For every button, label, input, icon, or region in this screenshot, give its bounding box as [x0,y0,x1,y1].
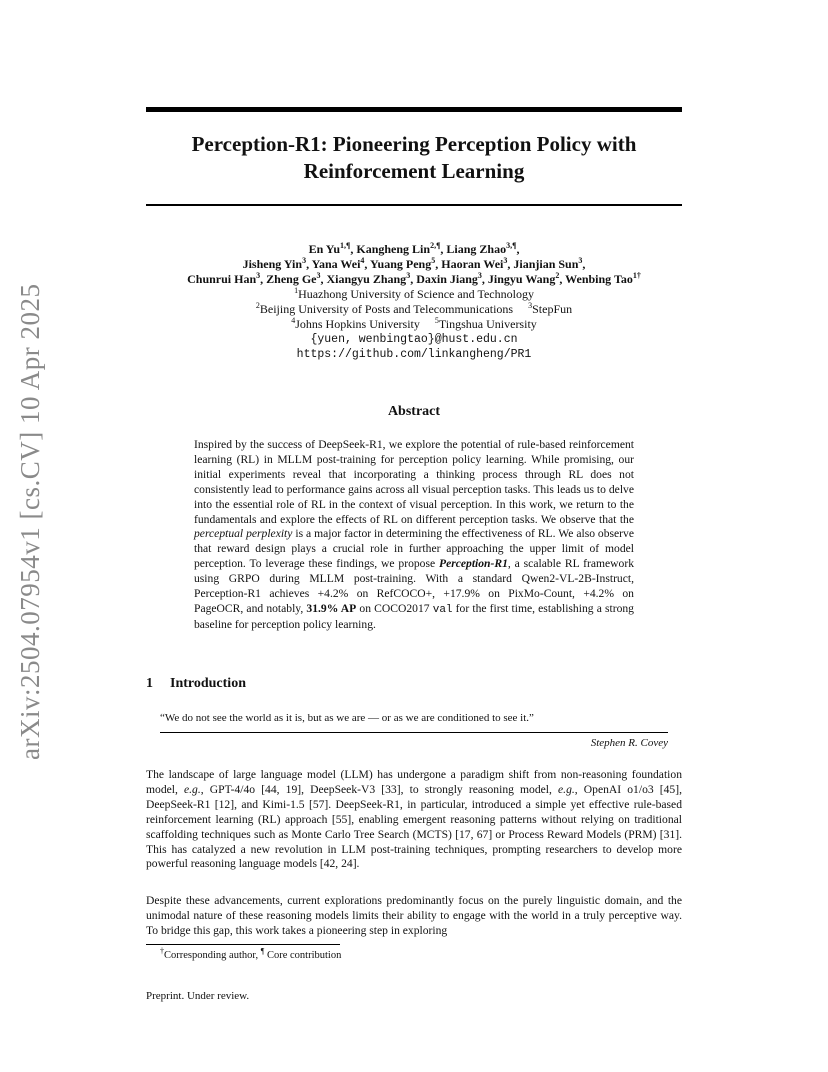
abstract-metric: 31.9% AP [306,601,357,615]
author-sup: 3 [503,256,508,265]
abstract-span: Inspired by the success of DeepSeek-R1, we explore the potential of rule-based reinforcement learning (RL) in MLLM post-training for perception policy learning. While promising, our initial experiments reveal that incorporating a thinking process through RL does not consistently lead to performance gains across all visual perception tasks. This leads us to delve into the essential role of RL in the context of visual perception. In this work, we return to the fundamentals and explore the effects of RL on different perception tasks. We observe that the [194,438,634,526]
affiliation-sup: 1 [294,286,299,295]
paper-title [146,131,682,185]
title-bottom-rule [146,204,682,206]
epigraph-author: Stephen R. Covey [590,737,668,749]
title-top-rule [146,107,682,112]
title-line-2: Reinforcement Learning [303,159,525,183]
body-emphasis: e.g. [184,782,201,796]
footnote-text: Corresponding author, [164,950,261,961]
author-sup: 3 [302,256,307,265]
author-name: Yana Wei [311,257,361,271]
abstract-heading: Abstract [387,404,441,419]
author-name: Yuang Peng [369,257,432,271]
abstract-emphasis: perceptual perplexity [194,527,293,541]
abstract-span: for the first time, establishing a strong baseline for perception policy learning. [194,601,634,631]
section-number: 1 [146,676,153,691]
author-sup: 3 [316,271,321,280]
intro-paragraph-2: Despite these advancements, current explorations predominantly focus on the purely linguistic domain, and the unimodal nature of these reasoning models limits their ability to engage with the world in a truly perceptive way. To bridge this gap, this work takes a pioneering step in exploring [146,894,682,937]
abstract-span: on PixMo-Count, [479,587,584,601]
author-name: Xiangyu Zhang [326,272,407,286]
abstract-metric: +4.2% [317,587,349,601]
affiliation-sup: 2 [255,301,260,310]
section-heading-introduction [146,676,246,692]
footnote [160,946,342,961]
abstract-span: on RefCOCO+, [348,587,444,601]
abstract-span: , a scalable RL framework using GRPO during MLLM post-training. With a standard Qwen2-VL-2B-Instruct, Perception-R1 achieves [194,557,634,601]
author-sup: 3,¶ [506,241,517,250]
author-name: Jisheng Yin [242,257,303,271]
affiliation-name: Beijing University of Posts and Telecommunications [259,302,514,316]
footnote-sup: ¶ [260,946,265,956]
author-sup: 5 [431,256,436,265]
author-sup: 3 [578,256,583,265]
author-sup: 1† [632,271,641,280]
author-name: Zheng Ge [266,272,317,286]
preprint-notice: Preprint. Under review. [146,990,250,1002]
arxiv-identifier: arXiv:2504.07954v1 [cs.CV] 10 Apr 2025 [15,283,45,760]
abstract-method-name: Perception-R1 [438,557,508,571]
author-name: Kangheng Lin [356,242,431,256]
project-url-link[interactable]: https://github.com/linkangheng/PR1 [296,348,532,361]
body-span: , GPT-4/4o [44, 19], DeepSeek-V3 [33], to strongly reasoning model, [200,782,559,796]
affiliation-line-3 [120,317,708,332]
affiliation-sup: 3 [528,301,533,310]
abstract-metric: +4.2% [583,587,615,601]
abstract-span: on COCO2017 [356,601,433,615]
abstract-span: on PageOCR, and notably, [194,587,634,615]
author-name: En Yu [308,242,341,256]
footnote-rule [146,944,340,945]
epigraph-rule [160,732,668,733]
affiliation-line-2 [120,302,708,317]
author-sup: 2 [555,271,560,280]
affiliation-name: Tingshua University [438,317,537,331]
author-line-2: Jisheng Yin$^3$, Yana Wei$^4$, Yuang Peng$^5$, Haoran Wei$^3$, Jianjian Sun$^3$, [242,256,586,271]
abstract-span: is a major factor in determining the effectiveness of RL. We also observe that reward design plays a crucial role in further approaching the upper limit of model perception. To leverage these findings, we propose [194,527,634,571]
affiliation-1 [120,287,708,302]
author-sup: 3 [406,271,411,280]
section-title: Introduction [170,676,246,691]
abstract-text [194,438,634,633]
footnote-sup: † [160,946,164,956]
title-line-1: Perception-R1: Pioneering Perception Policy with [191,132,637,156]
affiliation-name: Johns Hopkins University [295,317,420,331]
author-name: Jingyu Wang [487,272,556,286]
author-line-1: En $Yu^{1,\P}$, Kangheng Lin$^{2,\P}$, Liang Zhao$^{3,\P}$, [308,241,520,256]
affiliation-sup: 4 [291,316,296,325]
abstract-metric: +17.9% [443,587,480,601]
affiliation-sup: 5 [434,316,439,325]
author-sup: 1,¶ [340,241,351,250]
body-emphasis: e.g. [558,782,575,796]
author-sup: 3 [477,271,482,280]
author-name: Chunrui Han [187,272,257,286]
author-sup: 4 [360,256,365,265]
body-span: , OpenAI o1/o3 [45], DeepSeek-R1 [12], and Kimi-1.5 [57]. DeepSeek-R1, in particular, introduced a simple yet effective rule-based reinforcement learning (RL) approach [55], enabling emergent reasoning patterns without relying on traditional scaffolding techniques such as Monte Carlo Tree Search (MCTS) [17, 67] or Process Reward Models (PRM) [31]. This has catalyzed a new revolution in LLM post-training techniques, prompting researchers to develop more powerful reasoning language models [42, 24]. [146,782,682,871]
body-span: The landscape of large language model (LLM) has undergone a paradigm shift from non-reasoning foundation model, [146,768,682,796]
author-name: Haoran Wei [441,257,504,271]
affiliation-name: Huazhong University of Science and Technology [298,287,534,301]
author-sup: 3 [256,271,261,280]
affiliation-name: StepFun [532,302,573,316]
intro-paragraph-1 [146,768,682,872]
author-block [120,242,708,362]
abstract-code: val [432,603,453,616]
footnote-text: Core contribution [264,950,342,961]
author-sup: 2,¶ [430,241,441,250]
author-name: Daxin Jiang [416,272,478,286]
author-email: {yuen, wenbingtao}@hust.edu.cn [310,333,518,346]
epigraph-quote: “We do not see the world as it is, but as we are — or as we are conditioned to see it.” [160,712,534,724]
author-name: Jianjian Sun [513,257,579,271]
author-name: Liang Zhao [446,242,507,256]
author-name: Wenbing Tao [565,272,633,286]
author-line-3: Chunrui Han$^3$, Zheng Ge$^3$, Xiangyu Zhang$^3$, Daxin Jiang$^3$, Jingyu Wang$^2$, Wenbing Tao$^{1\dagger}$ [187,271,641,286]
